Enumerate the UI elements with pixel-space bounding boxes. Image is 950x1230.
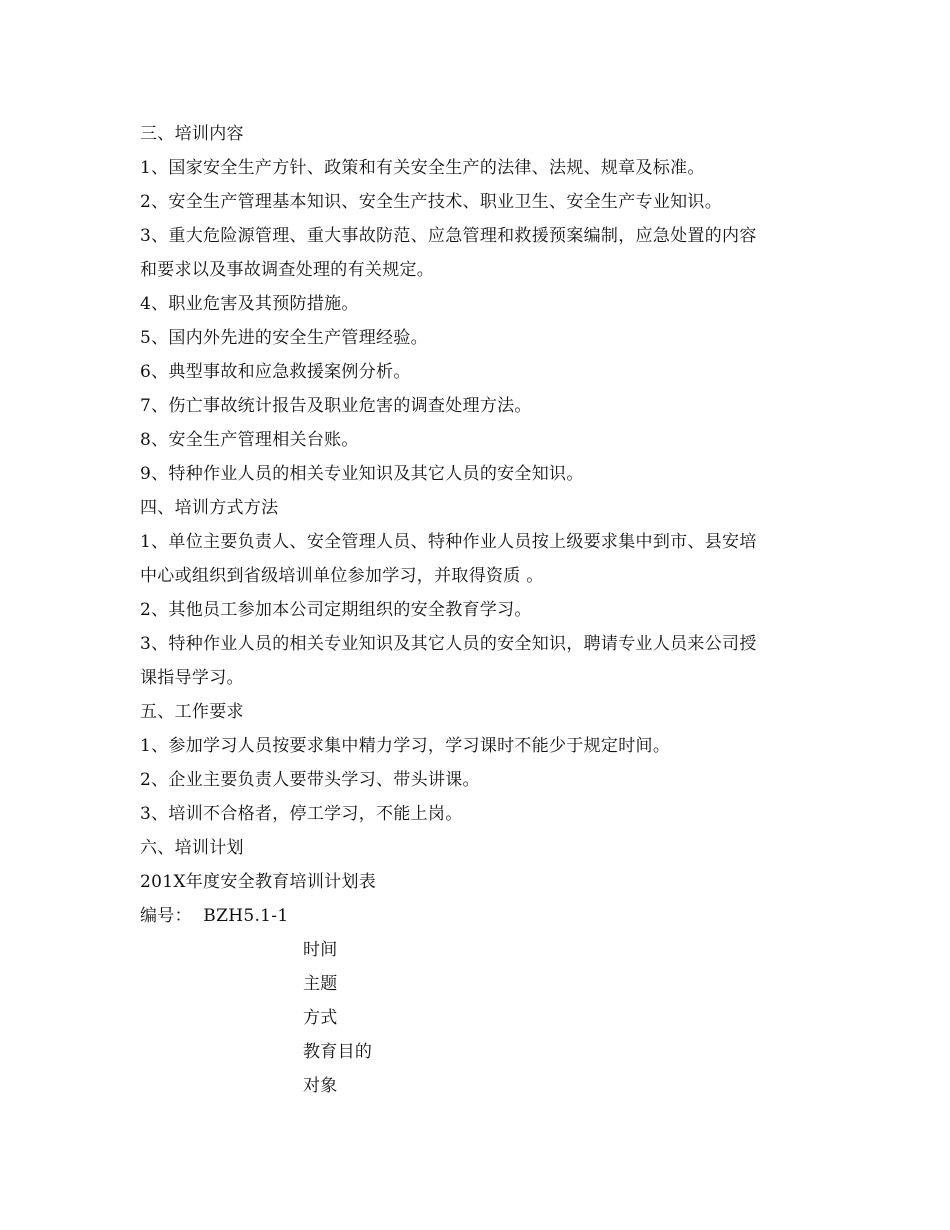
section-heading: 四、培训方式方法 — [140, 498, 279, 518]
document-body — [140, 117, 830, 1103]
table-header-method: 方式 — [303, 1008, 338, 1028]
paragraph-line: 6、典型事故和应急救援案例分析。 — [140, 362, 411, 382]
paragraph-line: 3、重大危险源管理、重大事故防范、应急管理和救援预案编制，应急处置的内容 — [140, 226, 757, 246]
paragraph-line: 2、企业主要负责人要带头学习、带头讲课。 — [140, 770, 480, 790]
paragraph-line: 1、单位主要负责人、安全管理人员、特种作业人员按上级要求集中到市、县安培 — [140, 532, 757, 552]
paragraph-line: 中心或组织到省级培训单位参加学习，并取得资质 。 — [140, 566, 544, 586]
paragraph-line: 2、其他员工参加本公司定期组织的安全教育学习。 — [140, 600, 532, 620]
table-header-audience: 对象 — [303, 1076, 338, 1096]
paragraph-line: 课指导学习。 — [140, 668, 244, 688]
paragraph-line: 2、安全生产管理基本知识、安全生产技术、职业卫生、安全生产专业知识。 — [140, 192, 723, 212]
paragraph-line: 和要求以及事故调查处理的有关规定。 — [140, 260, 435, 280]
paragraph-line: 5、国内外先进的安全生产管理经验。 — [140, 328, 428, 348]
paragraph-line: 1、参加学习人员按要求集中精力学习，学习课时不能少于规定时间。 — [140, 736, 671, 756]
table-title: 201X年度安全教育培训计划表 — [140, 872, 377, 892]
paragraph-line: 9、特种作业人员的相关专业知识及其它人员的安全知识。 — [140, 464, 584, 484]
paragraph-line: 7、伤亡事故统计报告及职业危害的调查处理方法。 — [140, 396, 532, 416]
paragraph-line: 4、职业危害及其预防措施。 — [140, 294, 359, 314]
table-header-purpose: 教育目的 — [303, 1042, 373, 1062]
paragraph-line: 1、国家安全生产方针、政策和有关安全生产的法律、法规、规章及标准。 — [140, 158, 705, 178]
table-header-topic: 主题 — [303, 974, 338, 994]
table-code: 编号： BZH5.1-1 — [140, 906, 289, 926]
section-heading: 六、培训计划 — [140, 838, 244, 858]
section-heading: 五、工作要求 — [140, 702, 244, 722]
section-heading: 三、培训内容 — [140, 124, 244, 144]
paragraph-line: 8、安全生产管理相关台账。 — [140, 430, 359, 450]
table-header-time: 时间 — [303, 940, 338, 960]
paragraph-line: 3、培训不合格者，停工学习，不能上岗。 — [140, 804, 463, 824]
paragraph-line: 3、特种作业人员的相关专业知识及其它人员的安全知识，聘请专业人员来公司授 — [140, 634, 757, 654]
